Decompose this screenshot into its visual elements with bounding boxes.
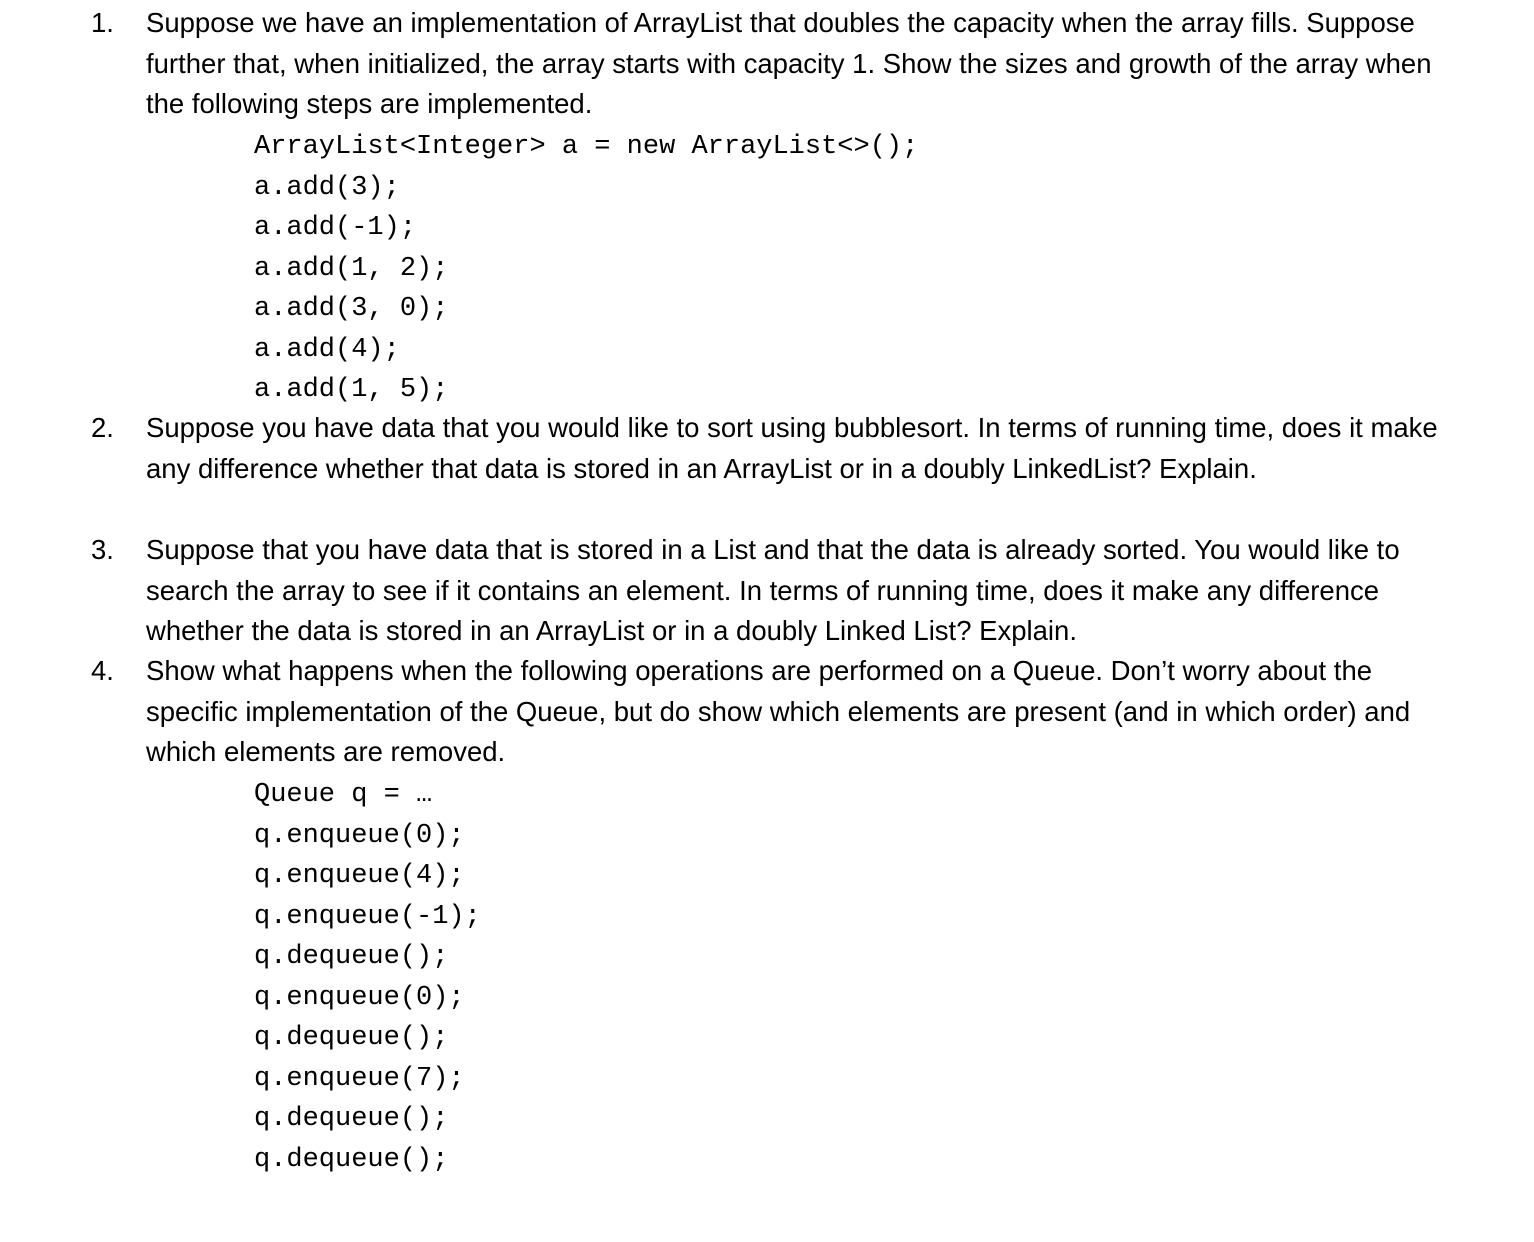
code-line: q.dequeue(); bbox=[254, 1023, 449, 1053]
code-line: q.enqueue(0); bbox=[254, 982, 465, 1013]
code-line: q.enqueue(-1); bbox=[254, 901, 481, 932]
code-line: q.enqueue(7); bbox=[254, 1063, 465, 1094]
question-text: Suppose you have data that you would like to sort using bubblesort. In terms of running time, does it make any difference whether that data is stored in an ArrayList or in a doubly LinkedList? Explain. bbox=[146, 412, 1438, 484]
question-number: 3. bbox=[91, 534, 114, 565]
code-block-queue bbox=[254, 775, 481, 1180]
code-line: q.dequeue(); bbox=[254, 942, 449, 972]
question-number: 2. bbox=[91, 412, 114, 443]
code-line: a.add(4); bbox=[254, 334, 400, 365]
code-line: ArrayList<Integer> a = new ArrayList<>(); bbox=[254, 132, 919, 162]
question-text: Suppose that you have data that is stored in a List and that the data is already sorted. You would like to search the array to see if it contains an element. In terms of running time, does it make any difference whether the data is stored in an ArrayList or in a doubly Linked List? Explain. bbox=[146, 534, 1400, 646]
question-text: Show what happens when the following operations are performed on a Queue. Don’t worry about the specific implementation of the Queue, but do show which elements are present (and in which order) and which elements are removed. bbox=[146, 655, 1411, 767]
code-line: a.add(3); bbox=[254, 172, 400, 203]
code-line: a.add(1, 2); bbox=[254, 253, 449, 284]
code-line: q.enqueue(0); bbox=[254, 820, 465, 851]
code-line: Queue q = … bbox=[254, 780, 433, 810]
code-line: a.add(3, 0); bbox=[254, 294, 449, 324]
code-line: q.enqueue(4); bbox=[254, 861, 465, 891]
question-number: 1. bbox=[91, 7, 114, 38]
code-line: a.add(1, 5); bbox=[254, 375, 449, 405]
code-line: q.dequeue(); bbox=[254, 1144, 449, 1175]
question-text: Suppose we have an implementation of ArrayList that doubles the capacity when the array fills. Suppose further that, when initialized, the array starts with capacity 1. Show the sizes and growth of the array when the following steps are implemented. bbox=[146, 7, 1432, 119]
question-number: 4. bbox=[91, 655, 114, 686]
code-block-arraylist bbox=[254, 127, 918, 411]
code-line: a.add(-1); bbox=[254, 213, 417, 243]
code-line: q.dequeue(); bbox=[254, 1104, 449, 1134]
